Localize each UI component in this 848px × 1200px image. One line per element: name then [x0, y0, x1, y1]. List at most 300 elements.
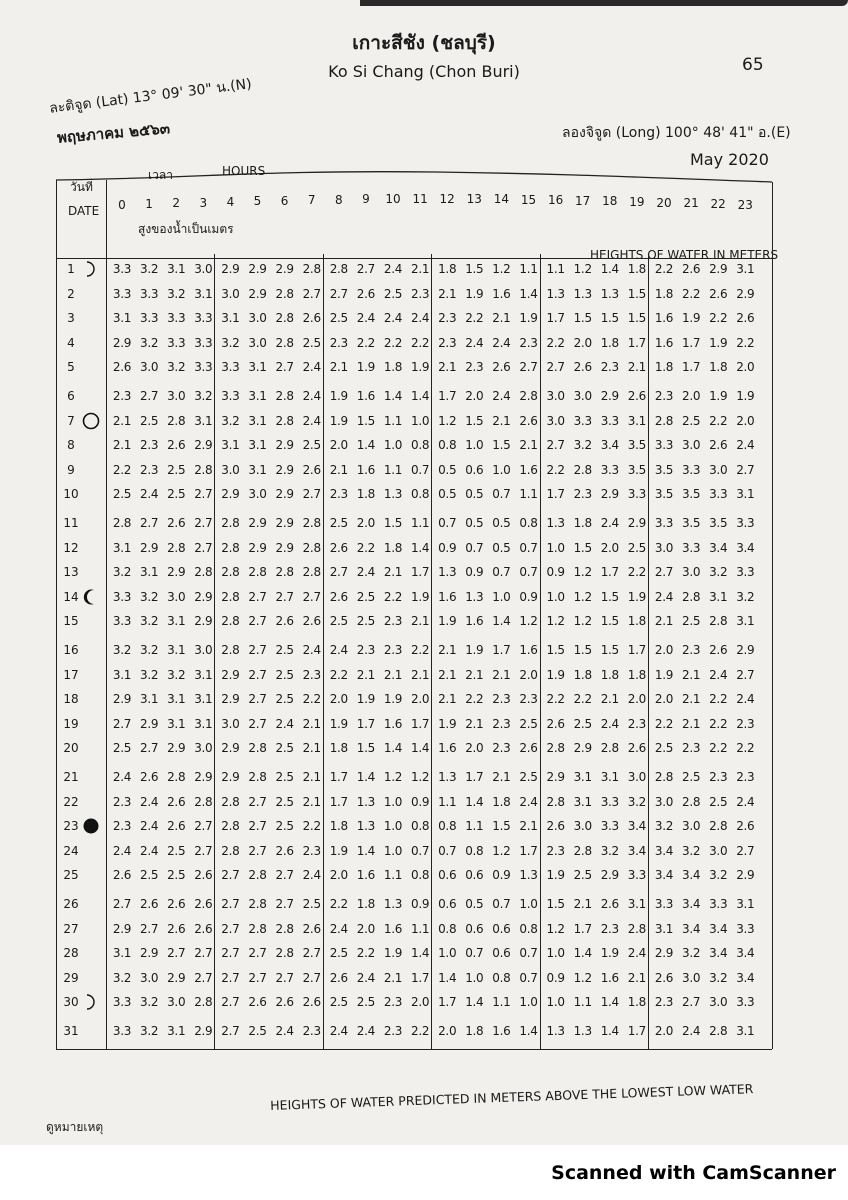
tide-height-cell: 3.1 [736, 614, 755, 629]
tide-height-cell: 3.2 [709, 565, 728, 580]
hour-label: 13 [466, 192, 482, 207]
tide-height-cell: 3.5 [709, 516, 728, 530]
tide-height-cell: 0.8 [411, 487, 430, 502]
tide-height-cell: 2.1 [573, 897, 592, 911]
tide-height-cell: 2.8 [573, 843, 592, 858]
tide-height-cell: 2.4 [492, 389, 511, 403]
tide-height-cell: 2.0 [411, 995, 430, 1010]
tide-height-cell: 2.8 [600, 741, 619, 756]
tide-height-cell: 2.5 [329, 311, 348, 326]
tide-height-cell: 3.0 [546, 389, 565, 403]
tide-height-cell: 3.5 [682, 516, 701, 530]
tide-height-cell: 1.0 [383, 819, 403, 834]
tide-height-cell: 3.4 [600, 438, 619, 453]
tide-height-cell: 1.1 [411, 516, 430, 530]
date-cell: 6 [67, 389, 75, 403]
tide-height-cell: 2.1 [465, 716, 484, 731]
tide-height-cell: 2.9 [112, 692, 132, 707]
hour-label: 14 [493, 192, 510, 207]
tide-height-cell: 2.6 [329, 589, 348, 604]
tide-height-cell: 2.7 [221, 897, 240, 911]
tide-height-cell: 2.8 [546, 794, 565, 809]
tide-height-cell: 3.1 [627, 897, 646, 911]
tide-height-cell: 1.9 [627, 589, 646, 604]
tide-height-cell: 1.6 [492, 1024, 511, 1038]
tide-height-cell: 2.9 [248, 516, 267, 530]
tide-height-cell: 2.7 [302, 487, 321, 502]
tide-height-cell: 2.8 [275, 946, 294, 961]
hour-label: 9 [362, 192, 370, 207]
tide-height-cell: 3.3 [221, 360, 240, 375]
date-cell: 20 [63, 741, 79, 756]
tide-height-cell: 1.0 [519, 995, 538, 1010]
tide-height-cell: 2.8 [221, 565, 240, 580]
tide-height-cell: 1.9 [709, 335, 728, 350]
tide-height-cell: 3.3 [736, 565, 755, 580]
tide-height-cell: 2.6 [519, 413, 538, 428]
tide-height-cell: 2.1 [329, 360, 348, 375]
tide-height-cell: 2.1 [600, 692, 619, 707]
tide-height-cell: 2.7 [112, 716, 132, 731]
tide-height-cell: 2.1 [438, 667, 457, 682]
tide-height-cell: 2.5 [275, 819, 294, 834]
tide-height-cell: 2.8 [221, 540, 240, 555]
tide-height-cell: 2.7 [140, 921, 159, 936]
tide-height-cell: 2.4 [383, 311, 403, 326]
tide-height-cell: 1.8 [329, 819, 348, 834]
tide-height-cell: 2.1 [112, 413, 132, 428]
tide-height-cell: 2.8 [709, 614, 728, 629]
tide-height-cell: 3.3 [221, 389, 240, 403]
tide-height-cell: 0.6 [438, 868, 457, 883]
tide-height-cell: 0.7 [519, 565, 538, 580]
tide-height-cell: 2.7 [221, 868, 240, 883]
tide-height-cell: 2.8 [194, 794, 213, 809]
tide-height-cell: 2.9 [736, 643, 755, 657]
tide-height-cell: 2.8 [682, 794, 701, 809]
tide-height-cell: 0.9 [519, 589, 538, 604]
tide-height-cell: 3.1 [112, 667, 132, 682]
tide-height-cell: 2.1 [438, 643, 457, 657]
tide-height-cell: 2.5 [275, 794, 294, 809]
tide-height-cell: 2.7 [654, 565, 674, 580]
tide-height-cell: 2.9 [221, 487, 240, 502]
tide-height-cell: 2.2 [112, 462, 132, 477]
tide-height-cell: 0.7 [492, 897, 511, 911]
tide-height-cell: 2.8 [275, 286, 294, 301]
tide-height-cell: 3.1 [221, 311, 240, 326]
tide-height-cell: 2.6 [302, 614, 321, 629]
tide-height-cell: 3.4 [709, 946, 728, 961]
tide-height-cell: 2.1 [438, 286, 457, 301]
tide-height-cell: 1.9 [600, 946, 619, 961]
tide-height-cell: 2.7 [194, 946, 213, 961]
tide-height-cell: 0.9 [546, 970, 565, 985]
tide-height-cell: 3.4 [709, 540, 728, 555]
tide-height-cell: 2.4 [302, 868, 321, 883]
tide-height-cell: 2.9 [194, 589, 213, 604]
tide-height-cell: 2.4 [356, 1024, 375, 1038]
tide-height-cell: 1.8 [383, 540, 403, 555]
tide-height-cell: 1.7 [411, 565, 430, 580]
tide-height-cell: 3.2 [194, 389, 213, 403]
tide-height-cell: 2.7 [329, 565, 348, 580]
tide-height-cell: 2.7 [167, 946, 186, 961]
tide-height-cell: 2.5 [275, 643, 294, 657]
hour-label: 16 [547, 193, 564, 208]
tide-height-cell: 2.4 [329, 643, 348, 657]
tide-height-cell: 1.4 [411, 389, 430, 403]
tide-height-cell: 1.4 [356, 770, 375, 784]
tide-height-cell: 1.9 [546, 868, 565, 883]
tide-height-cell: 1.8 [654, 286, 674, 301]
tide-height-cell: 1.5 [546, 897, 565, 911]
tide-height-cell: 3.1 [248, 389, 267, 403]
tide-height-cell: 0.8 [519, 921, 538, 936]
tide-height-cell: 2.3 [140, 438, 159, 453]
tide-height-cell: 3.1 [194, 413, 213, 428]
date-cell: 14 [63, 589, 79, 604]
tide-height-cell: 1.8 [573, 667, 592, 682]
tide-height-cell: 0.5 [492, 540, 511, 555]
tide-height-cell: 1.1 [438, 794, 457, 809]
tide-height-cell: 2.5 [275, 667, 294, 682]
tide-height-cell: 2.4 [736, 794, 755, 809]
tide-height-cell: 2.9 [275, 516, 294, 530]
tide-height-cell: 3.1 [709, 589, 728, 604]
hour-label: 20 [656, 195, 672, 210]
tide-height-cell: 1.9 [329, 716, 348, 731]
tide-height-cell: 1.2 [573, 262, 592, 276]
latitude-label: ละติจูด (Lat) 13° 09' 30" น.(N) [48, 76, 253, 117]
tide-height-cell: 1.8 [627, 995, 646, 1010]
tide-height-cell: 2.8 [546, 741, 565, 756]
tide-height-cell: 1.9 [465, 643, 484, 657]
tide-height-cell: 2.6 [709, 438, 728, 453]
tide-height-cell: 2.1 [302, 770, 321, 784]
tide-height-cell: 2.5 [302, 438, 321, 453]
tide-height-cell: 2.6 [194, 868, 213, 883]
tide-height-cell: 0.7 [519, 540, 538, 555]
tide-height-cell: 3.3 [112, 1024, 132, 1038]
tide-height-cell: 2.7 [329, 286, 348, 301]
tide-height-cell: 2.9 [600, 487, 619, 502]
tide-height-cell: 0.7 [411, 843, 430, 858]
tide-height-cell: 2.8 [275, 311, 294, 326]
tide-height-cell: 3.3 [736, 921, 755, 936]
tide-height-cell: 2.8 [302, 516, 321, 530]
tide-height-cell: 2.9 [167, 565, 186, 580]
tide-height-cell: 1.8 [383, 360, 403, 375]
tide-height-cell: 1.8 [627, 262, 646, 276]
tide-height-cell: 2.0 [654, 692, 674, 707]
tide-height-cell: 3.3 [709, 897, 728, 911]
tide-height-cell: 1.1 [383, 868, 403, 883]
tide-height-cell: 1.5 [356, 413, 375, 428]
tide-height-cell: 2.5 [356, 589, 375, 604]
tide-height-cell: 2.7 [275, 360, 294, 375]
tide-height-cell: 3.3 [194, 360, 213, 375]
tide-height-cell: 3.3 [682, 540, 701, 555]
tide-height-cell: 2.8 [167, 413, 186, 428]
tide-height-cell: 2.3 [492, 741, 511, 756]
tide-height-cell: 2.5 [329, 516, 348, 530]
tide-height-cell: 2.5 [167, 462, 186, 477]
tide-height-cell: 3.1 [221, 438, 240, 453]
tide-height-cell: 1.0 [465, 438, 484, 453]
tide-height-cell: 2.9 [112, 335, 132, 350]
tide-height-cell: 2.1 [682, 692, 701, 707]
tide-height-cell: 3.4 [627, 843, 646, 858]
tide-height-cell: 2.6 [167, 438, 186, 453]
date-cell: 27 [63, 921, 79, 936]
tide-height-cell: 1.6 [600, 970, 619, 985]
tide-height-cell: 2.6 [112, 360, 132, 375]
tide-height-cell: 1.7 [438, 995, 457, 1010]
tide-height-cell: 3.3 [112, 262, 132, 276]
tide-height-cell: 0.6 [465, 921, 484, 936]
tide-height-cell: 2.3 [492, 692, 511, 707]
tide-height-cell: 1.1 [383, 413, 403, 428]
tide-height-cell: 3.0 [573, 819, 592, 834]
tide-height-cell: 0.5 [492, 516, 511, 530]
tide-height-cell: 3.2 [682, 946, 701, 961]
tide-height-cell: 2.8 [709, 819, 728, 834]
tide-height-cell: 3.1 [627, 413, 646, 428]
height-header-thai: สูงของน้ำเป็นเมตร [138, 222, 234, 236]
tide-height-cell: 1.4 [465, 794, 484, 809]
tide-height-cell: 3.2 [627, 794, 646, 809]
tide-height-cell: 3.1 [140, 692, 159, 707]
tide-height-cell: 2.7 [194, 970, 213, 985]
tide-height-cell: 2.4 [736, 438, 755, 453]
tide-height-cell: 2.6 [600, 897, 619, 911]
station-title-english: Ko Si Chang (Chon Buri) [328, 62, 520, 81]
tide-height-cell: 2.5 [356, 614, 375, 629]
date-cell: 17 [63, 667, 79, 682]
tide-height-cell: 1.7 [465, 770, 484, 784]
tide-height-cell: 2.9 [275, 487, 294, 502]
tide-height-cell: 2.6 [573, 360, 592, 375]
tide-height-cell: 2.6 [302, 462, 321, 477]
hour-label: 21 [683, 196, 699, 211]
tide-height-cell: 0.9 [438, 540, 457, 555]
tide-height-cell: 2.4 [329, 921, 348, 936]
tide-height-cell: 1.6 [654, 335, 674, 350]
tide-height-cell: 1.5 [627, 286, 646, 301]
tide-height-cell: 2.5 [140, 413, 159, 428]
tide-height-cell: 2.7 [248, 667, 267, 682]
tide-height-cell: 2.2 [736, 741, 755, 756]
tide-height-cell: 3.3 [573, 413, 592, 428]
tide-height-cell: 0.5 [438, 487, 457, 502]
tide-height-cell: 1.7 [627, 1024, 646, 1038]
tide-height-cell: 1.3 [383, 487, 403, 502]
tide-height-cell: 2.1 [302, 741, 321, 756]
tide-height-cell: 3.1 [600, 770, 619, 784]
tide-height-cell: 2.5 [519, 770, 538, 784]
tide-height-cell: 2.4 [140, 487, 159, 502]
tide-height-cell: 2.3 [302, 667, 321, 682]
tide-height-cell: 2.8 [221, 589, 240, 604]
tide-height-cell: 2.7 [275, 868, 294, 883]
hour-label: 11 [412, 192, 428, 206]
tide-height-cell: 0.7 [519, 970, 538, 985]
tide-height-cell: 2.3 [654, 995, 674, 1010]
tide-height-cell: 1.0 [546, 995, 565, 1010]
tide-height-cell: 2.8 [627, 921, 646, 936]
tide-height-cell: 2.3 [600, 921, 619, 936]
tide-height-cell: 3.0 [709, 995, 728, 1010]
tide-height-cell: 2.0 [736, 413, 755, 428]
tide-height-cell: 2.6 [167, 819, 186, 834]
table-vertical-line [106, 180, 107, 1049]
tide-height-cell: 1.1 [546, 262, 565, 276]
tide-height-cell: 1.8 [654, 360, 674, 375]
tide-height-cell: 1.1 [383, 462, 403, 477]
new-moon-icon [82, 817, 100, 839]
tide-height-cell: 1.3 [546, 516, 565, 530]
tide-height-cell: 2.3 [519, 335, 538, 350]
tide-height-cell: 2.6 [194, 897, 213, 911]
tide-height-cell: 2.8 [682, 589, 701, 604]
hour-label: 4 [226, 194, 235, 209]
tide-height-cell: 1.8 [709, 360, 728, 375]
time-header-thai: เวลา [148, 168, 173, 182]
month-thai: พฤษภาคม ๒๕๖๓ [56, 119, 171, 147]
tide-height-cell: 0.7 [492, 565, 511, 580]
date-cell: 8 [67, 438, 75, 453]
tide-height-cell: 2.9 [221, 692, 240, 707]
tide-height-cell: 3.0 [654, 540, 674, 555]
tide-height-cell: 1.5 [600, 614, 619, 629]
tide-height-cell: 3.0 [682, 970, 701, 985]
tide-height-cell: 3.3 [140, 286, 159, 301]
tide-height-cell: 0.7 [411, 462, 430, 477]
tide-height-cell: 2.9 [736, 286, 755, 301]
tide-height-cell: 2.5 [112, 487, 132, 502]
tide-height-cell: 2.0 [329, 438, 348, 453]
date-cell: 13 [63, 565, 79, 580]
tide-height-cell: 3.4 [682, 897, 701, 911]
tide-height-cell: 1.0 [411, 413, 430, 428]
tide-height-cell: 3.3 [682, 462, 701, 477]
tide-height-cell: 2.2 [546, 692, 565, 707]
tide-height-cell: 3.3 [736, 516, 755, 530]
tide-height-cell: 2.8 [302, 540, 321, 555]
tide-height-cell: 1.7 [600, 565, 619, 580]
tide-height-cell: 2.9 [248, 286, 267, 301]
tide-height-cell: 3.0 [194, 643, 213, 657]
tide-height-cell: 2.8 [112, 516, 132, 530]
tide-height-cell: 2.0 [356, 516, 375, 530]
tide-height-cell: 2.0 [654, 643, 674, 657]
tide-height-cell: 1.7 [682, 335, 701, 350]
tide-height-cell: 3.0 [221, 286, 240, 301]
hour-label: 6 [280, 193, 289, 208]
tide-height-cell: 3.2 [221, 335, 240, 350]
tide-height-cell: 3.0 [248, 311, 267, 326]
tide-height-cell: 2.4 [302, 389, 321, 403]
tide-height-cell: 2.9 [736, 868, 755, 883]
tide-height-cell: 2.1 [438, 692, 457, 707]
tide-height-cell: 3.2 [140, 1024, 159, 1038]
tide-height-cell: 1.5 [546, 643, 565, 657]
tide-height-cell: 2.7 [248, 614, 267, 629]
tide-height-cell: 2.8 [275, 335, 294, 350]
tide-height-cell: 2.9 [248, 262, 267, 276]
tide-height-cell: 2.6 [275, 614, 294, 629]
tide-height-cell: 3.3 [194, 335, 213, 350]
date-cell: 2 [67, 286, 75, 301]
tide-height-cell: 2.7 [248, 589, 267, 604]
tide-height-cell: 3.0 [627, 770, 646, 784]
tide-height-cell: 2.7 [736, 667, 755, 682]
tide-height-cell: 2.3 [736, 716, 755, 731]
tide-height-cell: 0.6 [465, 868, 484, 883]
tide-height-cell: 2.1 [411, 667, 430, 682]
date-cell: 11 [63, 516, 79, 530]
tide-height-cell: 2.2 [709, 692, 728, 707]
tide-height-cell: 2.5 [112, 741, 132, 756]
tide-height-cell: 3.0 [221, 716, 240, 731]
tide-height-cell: 2.6 [302, 311, 321, 326]
tide-height-cell: 1.3 [356, 794, 375, 809]
tide-height-cell: 2.0 [519, 667, 538, 682]
tide-height-cell: 2.9 [194, 614, 213, 629]
tide-height-cell: 2.8 [709, 1024, 728, 1038]
tide-height-cell: 2.2 [573, 692, 592, 707]
tide-height-cell: 3.1 [736, 897, 755, 911]
tide-height-cell: 2.7 [112, 897, 132, 911]
hour-label: 23 [737, 198, 753, 212]
camscanner-watermark: Scanned with CamScanner [551, 1162, 836, 1184]
tide-height-cell: 3.0 [221, 462, 240, 477]
tide-height-cell: 2.2 [411, 1024, 430, 1038]
tide-height-cell: 1.6 [438, 741, 457, 756]
tide-height-cell: 2.1 [356, 667, 375, 682]
date-cell: 30 [63, 995, 79, 1010]
date-cell: 23 [63, 819, 79, 834]
tide-height-cell: 2.9 [140, 946, 159, 961]
tide-height-cell: 2.4 [356, 970, 375, 985]
tide-height-cell: 1.9 [682, 311, 701, 326]
tide-height-cell: 1.9 [736, 389, 755, 403]
tide-height-cell: 2.3 [383, 1024, 403, 1038]
date-cell: 24 [63, 843, 79, 858]
tide-height-cell: 1.7 [682, 360, 701, 375]
tide-height-cell: 3.0 [248, 487, 267, 502]
tide-height-cell: 0.8 [438, 438, 457, 453]
tide-height-cell: 2.8 [275, 389, 294, 403]
tide-height-cell: 2.8 [654, 413, 674, 428]
tide-height-cell: 2.4 [736, 692, 755, 707]
tide-height-cell: 2.3 [736, 770, 755, 784]
tide-height-cell: 2.1 [492, 413, 511, 428]
tide-height-cell: 0.5 [465, 516, 484, 530]
tide-height-cell: 2.6 [167, 516, 186, 530]
tide-height-cell: 3.2 [221, 413, 240, 428]
tide-height-cell: 2.9 [654, 946, 674, 961]
tide-height-cell: 2.6 [736, 311, 755, 326]
tide-height-cell: 2.3 [627, 716, 646, 731]
tide-height-cell: 2.6 [275, 843, 294, 858]
tide-height-cell: 1.2 [573, 565, 592, 580]
tide-height-cell: 2.0 [329, 868, 348, 883]
tide-height-cell: 2.7 [140, 516, 159, 530]
tide-height-cell: 2.7 [275, 970, 294, 985]
tide-height-cell: 2.4 [275, 1024, 294, 1038]
